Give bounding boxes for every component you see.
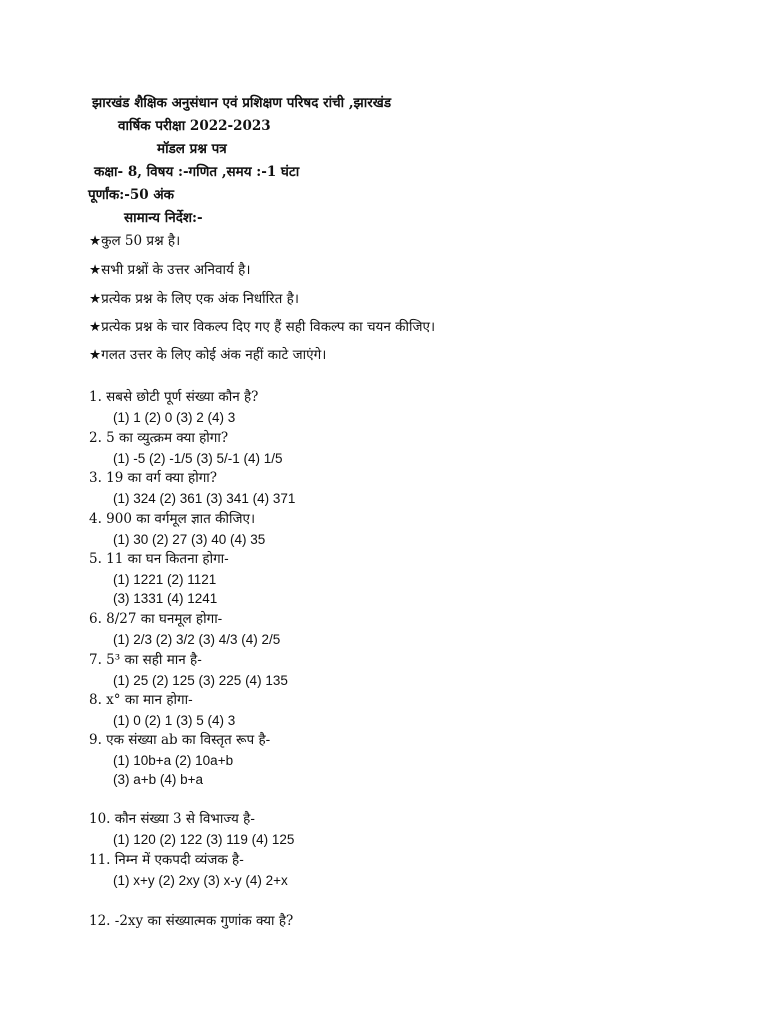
question-1: 1. सबसे छोटी पूर्ण संख्या कौन है? (89, 389, 259, 405)
question-5: 5. 11 का घन कितना होगा- (89, 551, 229, 567)
question-10-options: (1) 120 (2) 122 (3) 119 (4) 125 (113, 832, 295, 847)
question-4-options: (1) 30 (2) 27 (3) 40 (4) 35 (113, 532, 266, 547)
org-heading: झारखंड शैक्षिक अनुसंधान एवं प्रशिक्षण परिषद रांची ,झारखंड (92, 95, 392, 111)
question-6-options: (1) 2/3 (2) 3/2 (3) 4/3 (4) 2/5 (113, 632, 281, 647)
full-marks: पूर्णांक:-50 अंक (88, 187, 175, 203)
question-5-options: (3) 1331 (4) 1241 (113, 591, 218, 606)
instruction-item: ★सभी प्रश्नों के उत्तर अनिवार्य है। (89, 262, 251, 278)
question-6: 6. 8/27 का घनमूल होगा- (89, 611, 223, 627)
question-9: 9. एक संख्या ab का विस्तृत रूप है- (89, 732, 271, 748)
paper-title: मॉडल प्रश्न पत्र (157, 141, 227, 157)
instruction-item: ★प्रत्येक प्रश्न के लिए एक अंक निर्धारित है। (89, 291, 299, 307)
question-4: 4. 900 का वर्गमूल ज्ञात कीजिए। (89, 511, 256, 527)
instructions-title: सामान्य निर्देश:- (124, 210, 203, 226)
question-10: 10. कौन संख्या 3 से विभाज्य है- (89, 811, 255, 827)
question-7-options: (1) 25 (2) 125 (3) 225 (4) 135 (113, 673, 288, 688)
question-2: 2. 5 का व्युत्क्रम क्या होगा? (89, 430, 229, 446)
instruction-item: ★प्रत्येक प्रश्न के चार विकल्प दिए गए हैं सही विकल्प का चयन कीजिए। (89, 319, 436, 335)
question-11-options: (1) x+y (2) 2xy (3) x-y (4) 2+x (113, 873, 288, 888)
question-9-options: (1) 10b+a (2) 10a+b (113, 753, 234, 768)
question-11: 11. निम्न में एकपदी व्यंजक है- (89, 852, 244, 868)
instruction-item: ★गलत उत्तर के लिए कोई अंक नहीं काटे जाएंगे। (89, 347, 327, 363)
question-2-options: (1) -5 (2) -1/5 (3) 5/-1 (4) 1/5 (113, 451, 283, 466)
question-7: 7. 5³ का सही मान है- (89, 652, 202, 668)
question-8: 8. x° का मान होगा- (89, 692, 193, 708)
question-5-options: (1) 1221 (2) 1121 (113, 572, 217, 587)
question-3-options: (1) 324 (2) 361 (3) 341 (4) 371 (113, 491, 296, 506)
question-9-options: (3) a+b (4) b+a (113, 772, 204, 787)
question-3: 3. 19 का वर्ग क्या होगा? (89, 470, 218, 486)
question-1-options: (1) 1 (2) 0 (3) 2 (4) 3 (113, 410, 236, 425)
question-8-options: (1) 0 (2) 1 (3) 5 (4) 3 (113, 713, 236, 728)
instruction-item: ★कुल 50 प्रश्न है। (89, 233, 181, 249)
question-12: 12. -2xy का संख्यात्मक गुणांक क्या है? (89, 913, 294, 929)
class-subject-time: कक्षा- 8, विषय :-गणित ,समय :-1 घंटा (94, 164, 300, 180)
exam-title: वार्षिक परीक्षा 2022-2023 (118, 118, 271, 134)
